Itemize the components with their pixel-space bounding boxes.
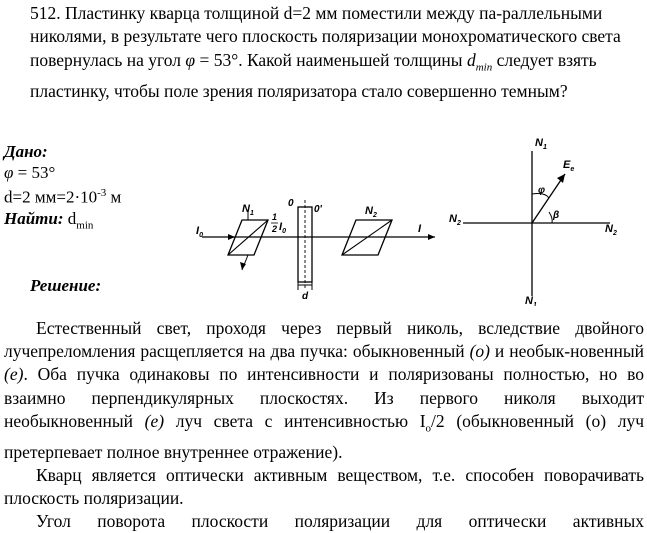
find-line: Найти: $d_{min}$ (4, 208, 94, 232)
problem-text: 512. Пластинку кварца толщиной d=2 мм поместили между па-раллельными николями, в результате чего плоскость поляризации монохроматического света повернулась на угол φ = 53°. Какой наименьшей толщины $d_{min}$ следует взять пластинку, чтобы поле зрения поляризатора стало совершенно темным? (30, 3, 621, 101)
label-half-i: $I_0$ (279, 221, 286, 235)
label-beta: β (553, 210, 560, 221)
label-n1: $N_1$ (242, 203, 254, 217)
phi-symbol: φ (185, 49, 196, 70)
label-n2: $N_2$ (365, 205, 377, 219)
nicol-setup-diagram (190, 190, 440, 300)
solution-paragraph-2: Кварц является оптически активным веществом, т.е. способен поворачивать плоскость поляризации. (4, 464, 644, 508)
label-half-den: 2 (272, 224, 278, 234)
solution-paragraph-1: Естественный свет, проходя через первый николь, вследствие двойного лучепреломления расщепляется на два пучка: обыкновенный (о) и необык-новенный (е). Оба пучка одинаковы по интенсивности и поляризованы полностью, но во взаимно перпендикулярных плоскостях. Из первого николя выходит необыкновенный (е) луч света с интенсивностью $I_o/2$ (обыкновенный (о) луч претерпевает полное внутреннее отражение). (4, 318, 644, 462)
given-phi: φ = 53° (4, 163, 56, 182)
label-d: d (302, 291, 309, 300)
label-i0: $I_0$ (196, 225, 203, 239)
solution-paragraph-3: Угол поворота плоскости поляризации для оптически активных (36, 511, 644, 532)
axis-n1-bottom: $N_1$ (525, 295, 537, 306)
axis-n1-top: $N_1$ (535, 137, 547, 151)
given-header: Дано: (4, 142, 48, 161)
label-o-prime: 0' (314, 204, 322, 215)
label-half-num: 1 (272, 212, 278, 222)
given-block (4, 141, 121, 236)
axis-n2-right: $N_2$ (605, 223, 617, 237)
label-ee: $E_e$ (563, 159, 575, 173)
solution-header: Решение: (30, 276, 102, 295)
given-d: d=2 $мм=2\cdot 10^{-3}$ м (4, 187, 122, 207)
label-i: I (418, 223, 422, 235)
solution-body (4, 317, 644, 533)
label-o: 0 (288, 198, 294, 209)
axis-n2-left: $N_2$ (449, 213, 461, 227)
label-phi: φ (538, 185, 546, 196)
polarization-axes-diagram (445, 136, 630, 306)
